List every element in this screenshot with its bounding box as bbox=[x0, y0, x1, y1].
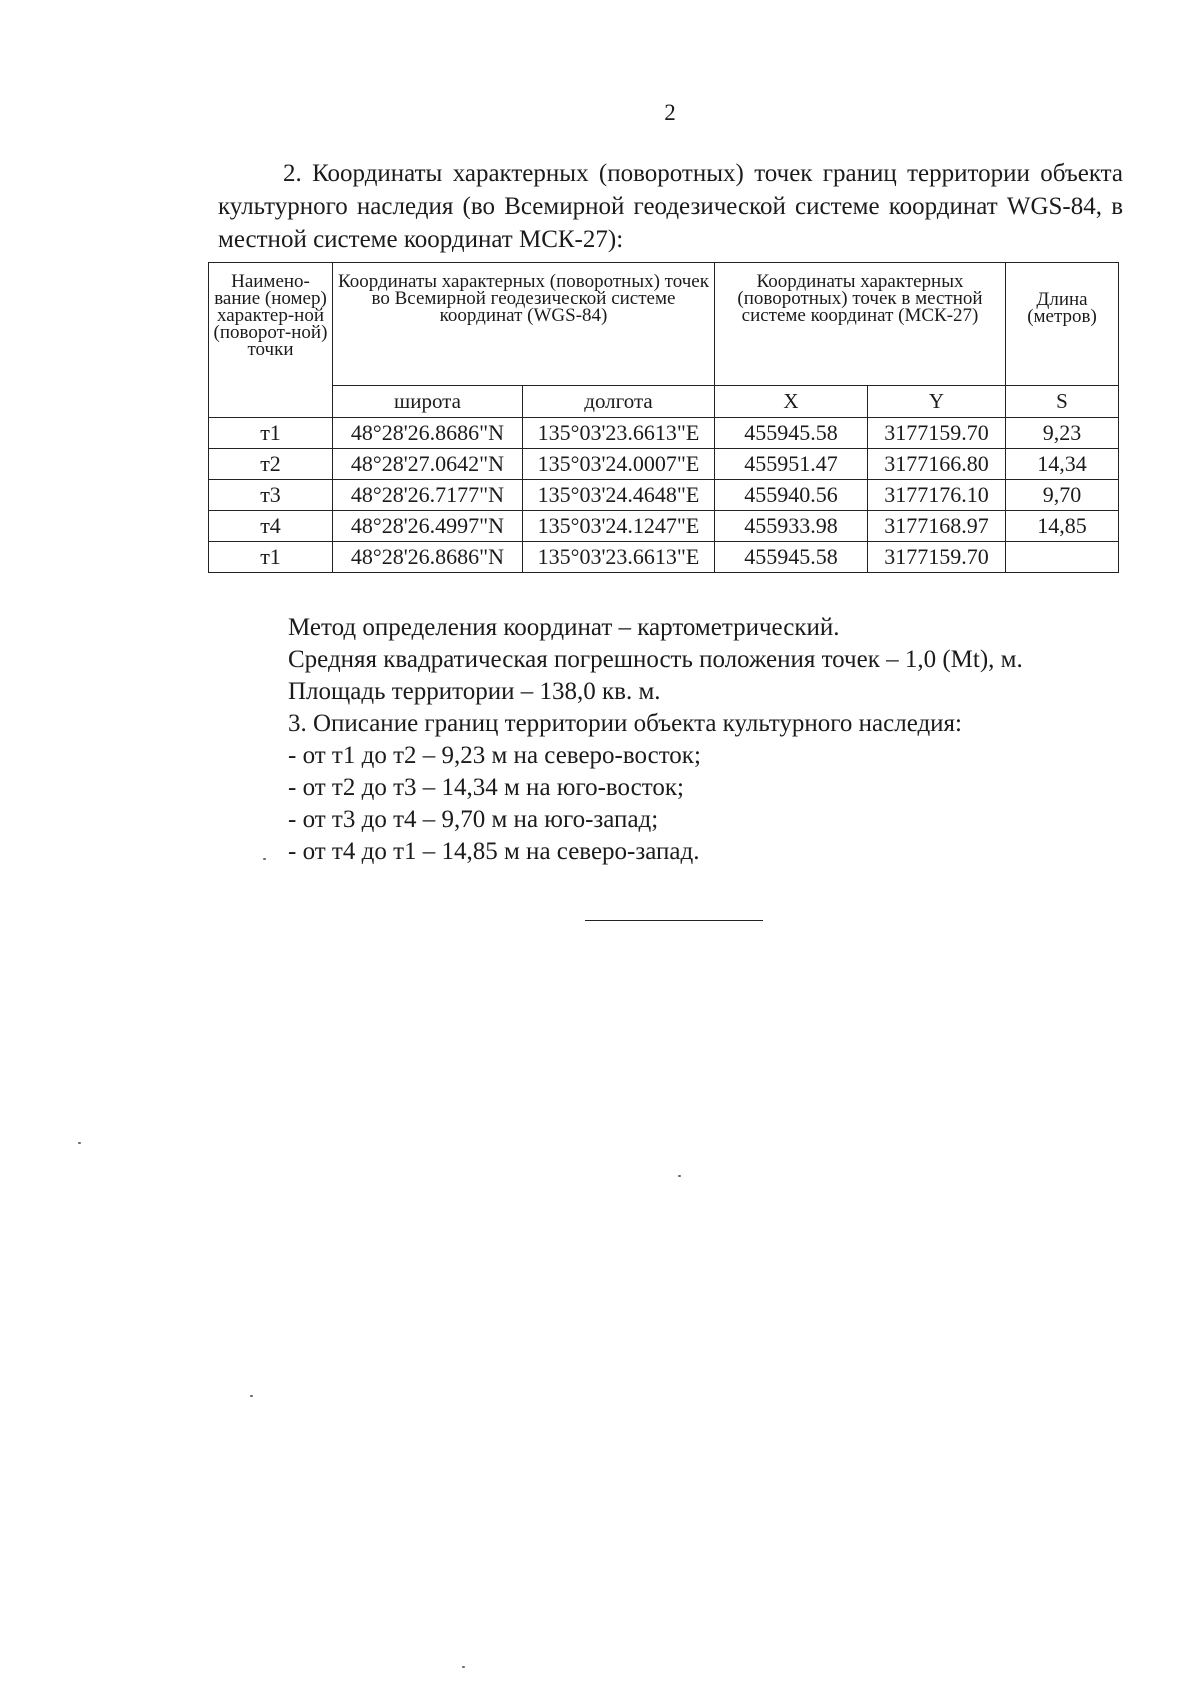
cell-x: 455940.56 bbox=[715, 480, 868, 511]
cell-point: т1 bbox=[209, 542, 333, 573]
subheader-latitude: широта bbox=[333, 386, 523, 418]
boundary-details bbox=[288, 612, 1138, 868]
cell-y: 3177176.10 bbox=[868, 480, 1006, 511]
cell-point: т3 bbox=[209, 480, 333, 511]
scan-speck bbox=[78, 1142, 81, 1144]
cell-longitude: 135°03'24.4648"E bbox=[523, 480, 715, 511]
cell-longitude: 135°03'23.6613"E bbox=[523, 418, 715, 449]
header-wgs84-coordinates: Координаты характерных (поворотных) точек во Всемирной геодезической системе координат (WGS-84) bbox=[333, 263, 715, 386]
table-row bbox=[209, 418, 1119, 449]
description-heading: 3. Описание границ территории объекта культурного наследия: bbox=[288, 710, 962, 737]
cell-point: т4 bbox=[209, 511, 333, 542]
subheader-s: S bbox=[1006, 386, 1119, 418]
cell-latitude: 48°28'26.7177"N bbox=[333, 480, 523, 511]
cell-latitude: 48°28'27.0642"N bbox=[333, 449, 523, 480]
cell-x: 455933.98 bbox=[715, 511, 868, 542]
table-header-row bbox=[209, 263, 1119, 386]
cell-longitude: 135°03'24.1247"E bbox=[523, 511, 715, 542]
cell-point: т1 bbox=[209, 418, 333, 449]
coordinates-table bbox=[208, 262, 1119, 573]
header-point-name: Наимено-вание (номер) характер-ной (поворот-ной) точки bbox=[209, 263, 333, 418]
cell-length: 14,85 bbox=[1006, 511, 1119, 542]
method-line: Метод определения координат – картометрический. bbox=[288, 614, 840, 641]
scan-speck bbox=[263, 858, 266, 860]
table-subheader-row bbox=[209, 386, 1119, 418]
cell-longitude: 135°03'23.6613"E bbox=[523, 542, 715, 573]
cell-x: 455945.58 bbox=[715, 542, 868, 573]
scan-speck bbox=[250, 1395, 253, 1397]
area-line: Площадь территории – 138,0 кв. м. bbox=[288, 678, 661, 705]
segment-line: - от т4 до т1 – 14,85 м на северо-запад. bbox=[288, 838, 700, 865]
section-2-intro: 2. Координаты характерных (поворотных) точек границ территории объекта культурного наследия (во Всемирной геодезической системе координат WGS-84, в местной системе координат МСК-27): bbox=[218, 160, 1123, 253]
header-msk27-coordinates: Координаты характерных (поворотных) точек в местной системе координат (МСК-27) bbox=[715, 263, 1006, 386]
cell-y: 3177166.80 bbox=[868, 449, 1006, 480]
cell-length bbox=[1006, 542, 1119, 573]
cell-point: т2 bbox=[209, 449, 333, 480]
cell-y: 3177168.97 bbox=[868, 511, 1006, 542]
subheader-y: Y bbox=[868, 386, 1006, 418]
table-row bbox=[209, 511, 1119, 542]
segment-line: - от т1 до т2 – 9,23 м на северо-восток; bbox=[288, 742, 701, 769]
cell-y: 3177159.70 bbox=[868, 542, 1006, 573]
cell-latitude: 48°28'26.8686"N bbox=[333, 542, 523, 573]
page-number: 2 bbox=[664, 100, 676, 125]
cell-x: 455945.58 bbox=[715, 418, 868, 449]
header-length: Длина (метров) bbox=[1006, 263, 1119, 386]
table-row bbox=[209, 449, 1119, 480]
cell-length: 9,70 bbox=[1006, 480, 1119, 511]
table-row bbox=[209, 542, 1119, 573]
error-line: Средняя квадратическая погрешность положения точек – 1,0 (Mt), м. bbox=[288, 646, 1023, 673]
cell-longitude: 135°03'24.0007"E bbox=[523, 449, 715, 480]
subheader-longitude: долгота bbox=[523, 386, 715, 418]
cell-latitude: 48°28'26.8686"N bbox=[333, 418, 523, 449]
scan-speck bbox=[678, 1175, 681, 1177]
scan-speck bbox=[462, 1666, 465, 1668]
cell-length: 9,23 bbox=[1006, 418, 1119, 449]
cell-y: 3177159.70 bbox=[868, 418, 1006, 449]
closing-divider bbox=[585, 920, 763, 921]
cell-latitude: 48°28'26.4997"N bbox=[333, 511, 523, 542]
table-row bbox=[209, 480, 1119, 511]
subheader-x: X bbox=[715, 386, 868, 418]
cell-length: 14,34 bbox=[1006, 449, 1119, 480]
segment-line: - от т3 до т4 – 9,70 м на юго-запад; bbox=[288, 806, 659, 833]
segment-line: - от т2 до т3 – 14,34 м на юго-восток; bbox=[288, 774, 684, 801]
cell-x: 455951.47 bbox=[715, 449, 868, 480]
